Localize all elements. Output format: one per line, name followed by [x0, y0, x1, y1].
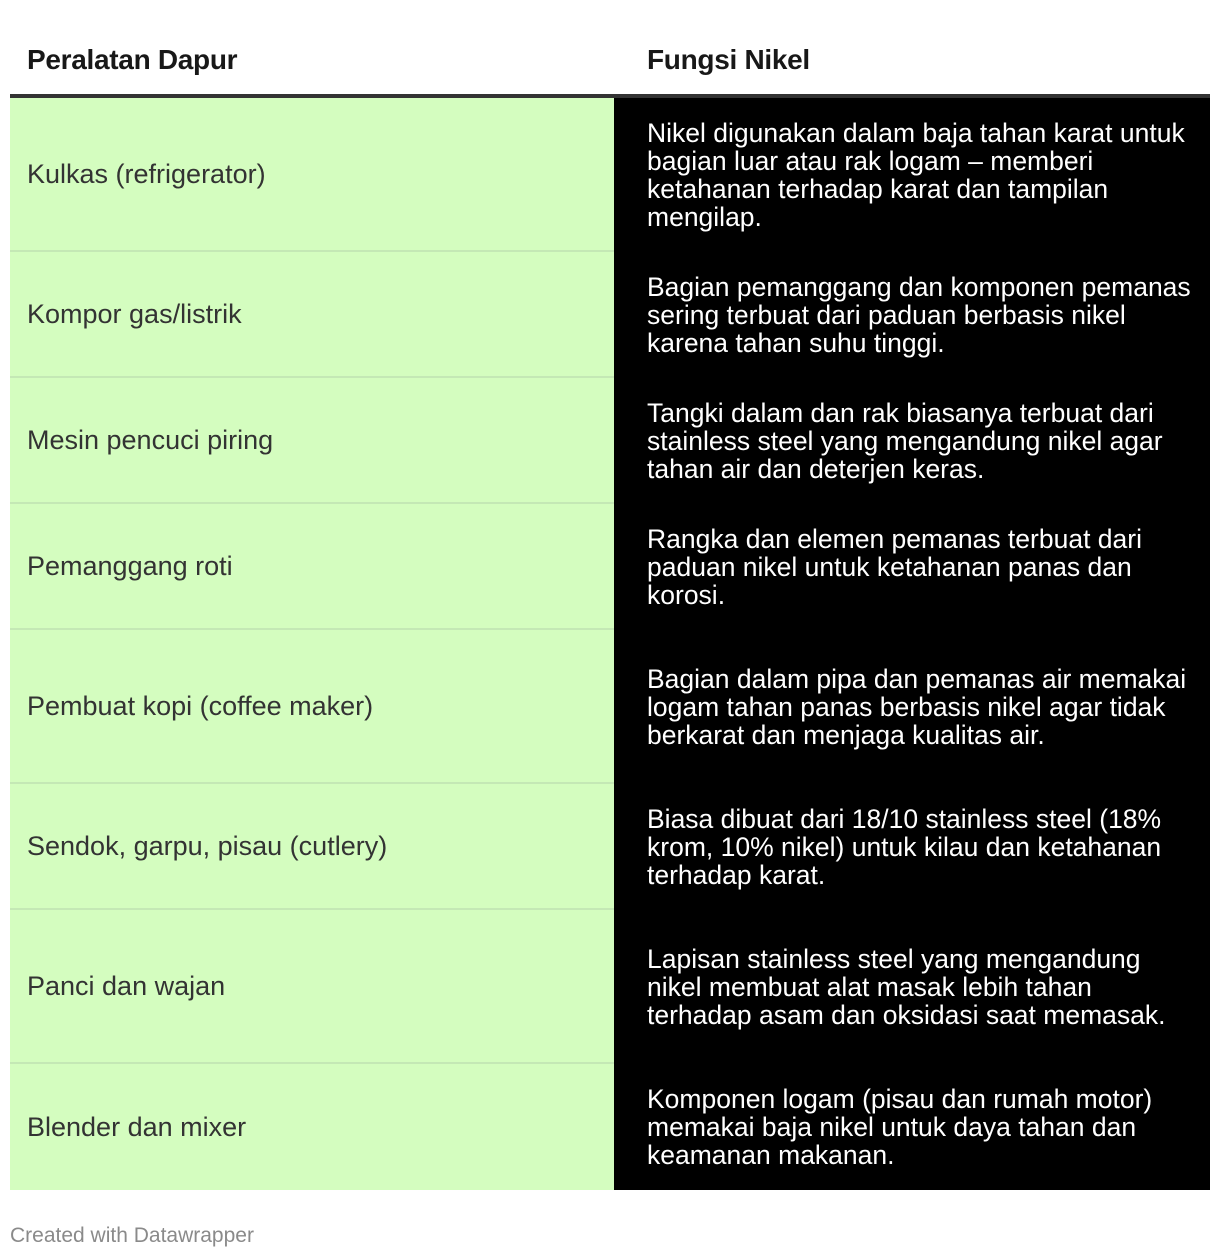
cell-appliance: Sendok, garpu, pisau (cutlery): [10, 784, 614, 910]
data-table: [10, 0, 1210, 1190]
cell-nickel-function: Komponen logam (pisau dan rumah motor) memakai baja nikel untuk daya tahan dan keamanan makanan.: [614, 1064, 1210, 1190]
column-header-appliance[interactable]: Peralatan Dapur: [27, 44, 238, 75]
cell-appliance: Pemanggang roti: [10, 504, 614, 630]
table-row: [10, 910, 1210, 1064]
cell-nickel-function: Bagian pemanggang dan komponen pemanas sering terbuat dari paduan berbasis nikel karena tahan suhu tinggi.: [614, 252, 1210, 378]
cell-appliance: Pembuat kopi (coffee maker): [10, 630, 614, 784]
table-row: [10, 378, 1210, 504]
table-row: [10, 630, 1210, 784]
cell-nickel-function: Nikel digunakan dalam baja tahan karat untuk bagian luar atau rak logam – memberi ketahanan terhadap karat dan tampilan mengilap.: [614, 98, 1210, 252]
footer-credit: Created with Datawrapper: [10, 1224, 254, 1247]
table-row: [10, 504, 1210, 630]
cell-appliance: Mesin pencuci piring: [10, 378, 614, 504]
cell-appliance: Blender dan mixer: [10, 1064, 614, 1190]
cell-appliance: Panci dan wajan: [10, 910, 614, 1064]
cell-nickel-function: Lapisan stainless steel yang mengandung nikel membuat alat masak lebih tahan terhadap asam dan oksidasi saat memasak.: [614, 910, 1210, 1064]
cell-appliance: Kompor gas/listrik: [10, 252, 614, 378]
table-row: [10, 98, 1210, 252]
table-row: [10, 252, 1210, 378]
table-body: [10, 98, 1210, 1190]
cell-appliance: Kulkas (refrigerator): [10, 98, 614, 252]
column-header-nickel-function[interactable]: Fungsi Nikel: [647, 44, 810, 75]
table-row: [10, 1064, 1210, 1190]
table-header: [10, 0, 1210, 98]
cell-nickel-function: Bagian dalam pipa dan pemanas air memakai logam tahan panas berbasis nikel agar tidak berkarat dan menjaga kualitas air.: [614, 630, 1210, 784]
cell-nickel-function: Biasa dibuat dari 18/10 stainless steel (18% krom, 10% nikel) untuk kilau dan ketahanan terhadap karat.: [614, 784, 1210, 910]
table-row: [10, 784, 1210, 910]
cell-nickel-function: Rangka dan elemen pemanas terbuat dari paduan nikel untuk ketahanan panas dan korosi.: [614, 504, 1210, 630]
cell-nickel-function: Tangki dalam dan rak biasanya terbuat dari stainless steel yang mengandung nikel agar tahan air dan deterjen keras.: [614, 378, 1210, 504]
